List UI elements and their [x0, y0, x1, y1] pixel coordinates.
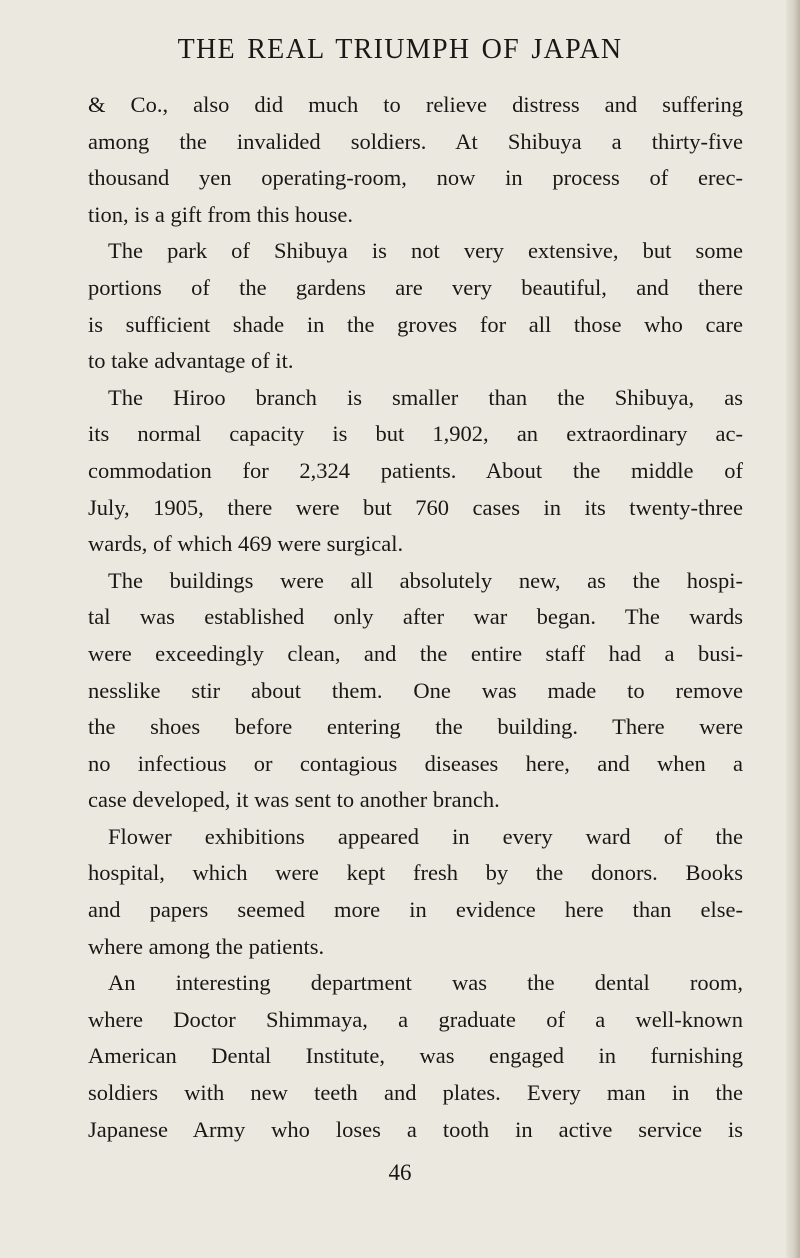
text-line: The Hiroo branch is smaller than the Shibuya, as: [108, 384, 743, 410]
running-head: THE REAL TRIUMPH OF JAPAN: [177, 34, 623, 65]
text-line: the shoes before entering the building. There were: [88, 714, 743, 740]
text-line: case developed, it was sent to another branch.: [88, 787, 500, 813]
text-line: soldiers with new teeth and plates. Every man in the: [88, 1080, 743, 1106]
text-line: its normal capacity is but 1,902, an extraordinary ac-: [88, 421, 743, 447]
text-line: Flower exhibitions appeared in every ward of the: [108, 823, 743, 849]
text-line: and papers seemed more in evidence here than else-: [88, 897, 743, 923]
text-line: is sufficient shade in the groves for all those who care: [88, 311, 743, 337]
text-line: thousand yen operating-room, now in process of erec-: [88, 165, 743, 191]
text-line: were exceedingly clean, and the entire staff had a busi-: [88, 640, 743, 666]
text-line: The park of Shibuya is not very extensive, but some: [108, 238, 743, 264]
text-line: An interesting department was the dental room,: [108, 970, 743, 996]
text-line: where Doctor Shimmaya, a graduate of a well-known: [88, 1006, 743, 1032]
text-line: wards, of which 469 were surgical.: [88, 531, 404, 557]
text-line: tion, is a gift from this house.: [88, 201, 353, 227]
text-line: where among the patients.: [88, 933, 325, 959]
text-line: July, 1905, there were but 760 cases in its twenty-three: [88, 494, 743, 520]
text-line: among the invalided soldiers. At Shibuya a thirty-five: [88, 128, 743, 154]
page-edge-shadow: [786, 0, 800, 1258]
text-line: The buildings were all absolutely new, as the hospi-: [108, 567, 743, 593]
text-line: nesslike stir about them. One was made to remove: [88, 677, 743, 703]
text-line: to take advantage of it.: [88, 348, 294, 374]
text-line: tal was established only after war began. The wards: [88, 604, 743, 630]
text-line: commodation for 2,324 patients. About the middle of: [88, 457, 743, 483]
text-line: portions of the gardens are very beautiful, and there: [88, 274, 743, 300]
text-line: & Co., also did much to relieve distress and suffering: [88, 92, 743, 117]
page-number: 46: [388, 1160, 412, 1185]
body-text: [88, 87, 743, 1148]
text-line: hospital, which were kept fresh by the donors. Books: [88, 860, 743, 886]
text-line: no infectious or contagious diseases here, and when a: [88, 750, 743, 776]
text-line: American Dental Institute, was engaged in furnishing: [88, 1043, 743, 1069]
text-line: Japanese Army who loses a tooth in active service is: [88, 1116, 743, 1142]
